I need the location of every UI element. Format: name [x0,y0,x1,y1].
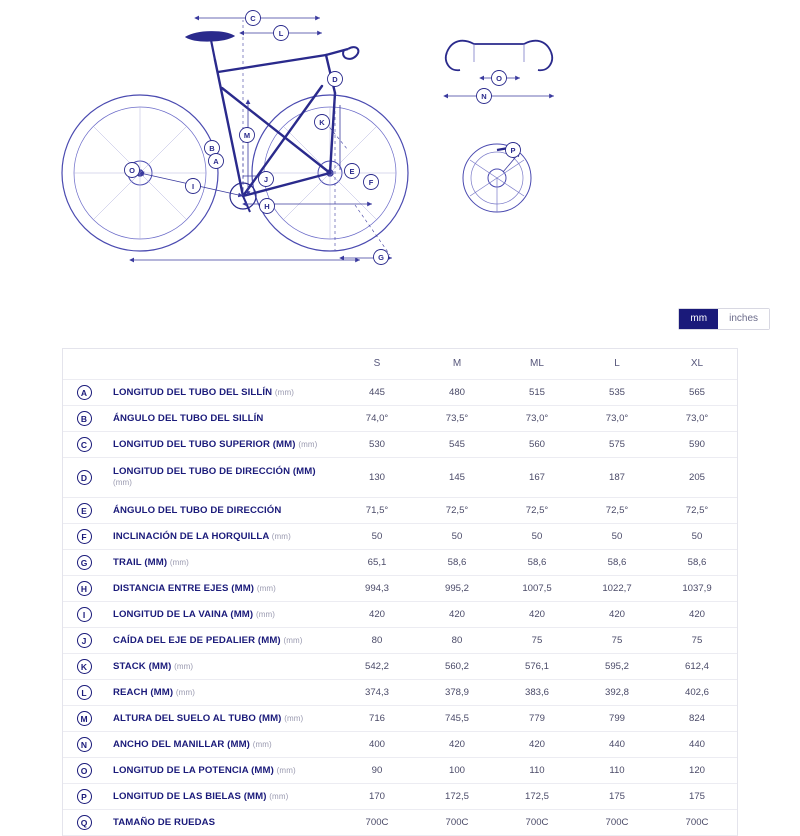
row-badge-cell [63,405,105,431]
row-value-cell: 565 [657,379,737,405]
row-value-cell: 716 [337,705,417,731]
row-value-cell: 75 [577,627,657,653]
row-badge-cell [63,627,105,653]
header-size-xl: XL [657,349,737,379]
row-value-cell: 58,6 [417,549,497,575]
row-badge: L [77,685,92,700]
row-value-cell: 72,5° [497,497,577,523]
row-value-cell: 824 [657,705,737,731]
row-value-cell: 530 [337,431,417,457]
row-badge-cell [63,783,105,809]
row-badge: F [77,529,92,544]
row-value-cell: 700C [577,809,657,835]
row-value-cell: 75 [657,627,737,653]
row-label: LONGITUD DE LA POTENCIA (MM) [113,764,274,776]
bike-geometry-diagram [0,0,800,300]
row-value-cell: 72,5° [577,497,657,523]
row-badge-cell [63,757,105,783]
row-badge: Q [77,815,92,830]
table-row [63,549,737,575]
row-label-cell [105,457,337,497]
row-value-cell: 420 [417,731,497,757]
row-label-cell [105,431,337,457]
row-label-cell [105,705,337,731]
table-row [63,757,737,783]
row-value-cell: 50 [337,523,417,549]
row-value-cell: 120 [657,757,737,783]
row-value-cell: 420 [657,601,737,627]
row-label: STACK (MM) [113,660,172,672]
row-value-cell: 167 [497,457,577,497]
row-label: ÁNGULO DEL TUBO DEL SILLÍN [113,412,264,424]
row-label-cell [105,379,337,405]
row-unit: (mm) [252,739,272,749]
row-value-cell: 420 [337,601,417,627]
row-value-cell: 58,6 [657,549,737,575]
table-row [63,627,737,653]
row-value-cell: 175 [657,783,737,809]
row-value-cell: 612,4 [657,653,737,679]
row-value-cell: 392,8 [577,679,657,705]
table-row [63,523,737,549]
row-badge-cell [63,575,105,601]
svg-text:F: F [368,178,374,187]
row-value-cell: 170 [337,783,417,809]
row-label: ÁNGULO DEL TUBO DE DIRECCIÓN [113,504,282,516]
row-value-cell: 50 [497,523,577,549]
row-value-cell: 420 [497,601,577,627]
row-label-cell [105,757,337,783]
row-badge-cell [63,549,105,575]
row-badge: E [77,503,92,518]
row-unit: (mm) [175,687,195,697]
row-label: TRAIL (MM) [113,556,168,568]
table-body [63,379,737,835]
row-unit: (mm) [283,635,303,645]
unit-toggle-mm[interactable]: mm [679,309,718,329]
row-value-cell: 560 [497,431,577,457]
row-label-cell [105,549,337,575]
row-value-cell: 110 [497,757,577,783]
row-value-cell: 535 [577,379,657,405]
table-row [63,379,737,405]
row-value-cell: 420 [417,601,497,627]
table-row [63,457,737,497]
svg-text:I: I [191,182,195,191]
row-value-cell: 130 [337,457,417,497]
row-badge-cell [63,523,105,549]
row-value-cell: 110 [577,757,657,783]
row-value-cell: 50 [417,523,497,549]
row-badge: K [77,659,92,674]
row-value-cell: 545 [417,431,497,457]
row-value-cell: 445 [337,379,417,405]
row-badge-cell [63,679,105,705]
row-badge-cell [63,431,105,457]
svg-text:A: A [213,157,219,166]
row-value-cell: 700C [497,809,577,835]
table-row [63,497,737,523]
svg-text:H: H [264,202,270,211]
row-value-cell: 90 [337,757,417,783]
geometry-table-wrap [62,348,738,836]
row-value-cell: 799 [577,705,657,731]
row-badge: H [77,581,92,596]
row-value-cell: 172,5 [497,783,577,809]
table-row [63,809,737,835]
row-badge-cell [63,705,105,731]
table-row [63,783,737,809]
row-value-cell: 187 [577,457,657,497]
row-unit: (mm) [271,531,291,541]
row-badge: M [77,711,92,726]
row-label-cell [105,627,337,653]
row-label-cell [105,783,337,809]
row-value-cell: 72,5° [657,497,737,523]
row-label: TAMAÑO DE RUEDAS [113,816,216,828]
row-value-cell: 80 [417,627,497,653]
row-value-cell: 378,9 [417,679,497,705]
row-value-cell: 72,5° [417,497,497,523]
row-badge: B [77,411,92,426]
row-label: LONGITUD DEL TUBO SUPERIOR (MM) [113,438,296,450]
row-value-cell: 58,6 [497,549,577,575]
row-value-cell: 383,6 [497,679,577,705]
svg-text:B: B [209,144,215,153]
row-value-cell: 700C [337,809,417,835]
row-value-cell: 58,6 [577,549,657,575]
row-label-cell [105,809,337,835]
table-row [63,405,737,431]
row-value-cell: 994,3 [337,575,417,601]
row-value-cell: 73,5° [417,405,497,431]
row-badge: N [77,737,92,752]
table-row [63,679,737,705]
row-badge-cell [63,379,105,405]
svg-text:P: P [510,146,516,155]
row-value-cell: 73,0° [657,405,737,431]
row-badge: P [77,789,92,804]
svg-text:J: J [263,175,269,184]
row-badge: J [77,633,92,648]
header-size-ml: ML [497,349,577,379]
row-unit: (mm) [276,765,296,775]
row-value-cell: 1022,7 [577,575,657,601]
row-value-cell: 74,0° [337,405,417,431]
row-value-cell: 515 [497,379,577,405]
row-label-cell [105,405,337,431]
row-badge: I [77,607,92,622]
row-label: DISTANCIA ENTRE EJES (MM) [113,582,255,594]
row-label: INCLINACIÓN DE LA HORQUILLA [113,530,270,542]
row-label: LONGITUD DEL TUBO DE DIRECCIÓN (MM) [113,466,316,477]
row-badge: A [77,385,92,400]
row-value-cell: 400 [337,731,417,757]
row-value-cell: 402,6 [657,679,737,705]
row-value-cell: 576,1 [497,653,577,679]
row-value-cell: 374,3 [337,679,417,705]
row-value-cell: 145 [417,457,497,497]
svg-text:K: K [319,118,325,127]
row-badge-cell [63,653,105,679]
row-value-cell: 1007,5 [497,575,577,601]
row-label-cell [105,653,337,679]
header-label [105,349,337,379]
row-value-cell: 480 [417,379,497,405]
unit-toggle-inches[interactable]: inches [718,309,769,329]
table-row [63,705,737,731]
row-badge-cell [63,497,105,523]
table-header [63,349,737,379]
row-value-cell: 50 [577,523,657,549]
row-label-cell [105,575,337,601]
row-unit: (mm) [113,478,133,487]
row-unit: (mm) [256,583,276,593]
row-badge-cell [63,601,105,627]
row-value-cell: 50 [657,523,737,549]
row-value-cell: 779 [497,705,577,731]
row-label: LONGITUD DEL TUBO DEL SILLÍN [113,386,273,398]
table-row [63,731,737,757]
svg-text:E: E [349,167,355,176]
row-value-cell: 65,1 [337,549,417,575]
row-label-cell [105,523,337,549]
row-badge: D [77,470,92,485]
row-badge-cell [63,809,105,835]
table-row [63,575,737,601]
row-unit: (mm) [169,557,189,567]
svg-text:L: L [278,29,284,38]
unit-toggle[interactable] [678,308,770,330]
svg-text:M: M [243,131,251,140]
svg-text:G: G [378,253,384,262]
row-label: LONGITUD DE LAS BIELAS (MM) [113,790,267,802]
row-value-cell: 575 [577,431,657,457]
svg-text:C: C [250,14,256,23]
row-unit: (mm) [255,609,275,619]
row-value-cell: 700C [657,809,737,835]
row-value-cell: 172,5 [417,783,497,809]
row-value-cell: 100 [417,757,497,783]
row-value-cell: 590 [657,431,737,457]
row-unit: (mm) [274,387,294,397]
row-label: LONGITUD DE LA VAINA (MM) [113,608,254,620]
row-value-cell: 1037,9 [657,575,737,601]
geometry-table [63,349,737,836]
row-value-cell: 440 [577,731,657,757]
row-label: CAÍDA DEL EJE DE PEDALIER (MM) [113,634,281,646]
row-value-cell: 80 [337,627,417,653]
row-label-cell [105,601,337,627]
row-value-cell: 700C [417,809,497,835]
header-size-s: S [337,349,417,379]
row-badge-cell [63,731,105,757]
table-row [63,431,737,457]
table-row [63,601,737,627]
row-value-cell: 745,5 [417,705,497,731]
svg-text:O: O [129,166,135,175]
frame-drawing [62,18,554,260]
header-size-l: L [577,349,657,379]
row-value-cell: 420 [497,731,577,757]
row-unit: (mm) [174,661,194,671]
row-unit: (mm) [284,713,304,723]
row-value-cell: 73,0° [497,405,577,431]
svg-text:O: O [496,74,502,83]
svg-text:N: N [481,92,487,101]
row-value-cell: 560,2 [417,653,497,679]
header-size-m: M [417,349,497,379]
row-value-cell: 995,2 [417,575,497,601]
row-value-cell: 71,5° [337,497,417,523]
row-label: ANCHO DEL MANILLAR (MM) [113,738,250,750]
row-label-cell [105,497,337,523]
row-value-cell: 175 [577,783,657,809]
svg-text:D: D [332,75,338,84]
row-value-cell: 595,2 [577,653,657,679]
row-label-cell [105,731,337,757]
row-badge: C [77,437,92,452]
row-label: REACH (MM) [113,686,174,698]
row-unit: (mm) [298,439,318,449]
row-label: ALTURA DEL SUELO AL TUBO (MM) [113,712,282,724]
row-badge: O [77,763,92,778]
header-badge [63,349,105,379]
row-value-cell: 542,2 [337,653,417,679]
row-badge-cell [63,457,105,497]
row-value-cell: 420 [577,601,657,627]
row-value-cell: 205 [657,457,737,497]
row-badge: G [77,555,92,570]
row-unit: (mm) [269,791,289,801]
row-value-cell: 73,0° [577,405,657,431]
table-row [63,653,737,679]
row-value-cell: 440 [657,731,737,757]
row-value-cell: 75 [497,627,577,653]
row-label-cell [105,679,337,705]
